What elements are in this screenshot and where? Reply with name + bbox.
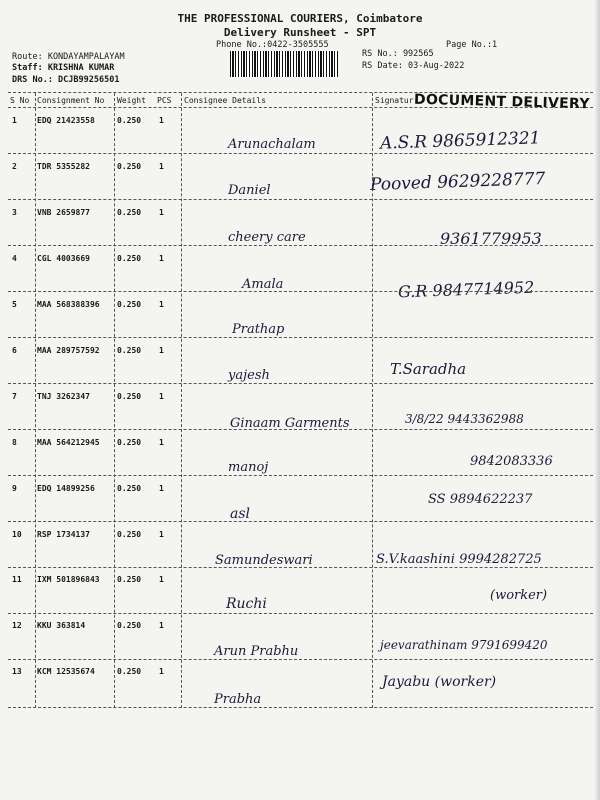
row-consignment: RSP 1734137: [37, 530, 90, 539]
consignee-name: Samundeswari: [215, 553, 313, 568]
row-divider: [8, 337, 598, 338]
consignee-name: Arun Prabhu: [214, 644, 299, 659]
column-header-sno: S No: [10, 96, 30, 105]
row-sno: 7: [12, 392, 17, 401]
row-divider: [8, 153, 598, 154]
row-consignment: KCM 12535674: [37, 667, 95, 676]
row-weight: 0.250: [117, 392, 142, 401]
signature-entry: 3/8/22 9443362988: [405, 412, 524, 426]
column-header-pcs: PCS: [157, 96, 172, 105]
consignee-name: Prabha: [214, 692, 262, 707]
row-weight: 0.250: [117, 346, 142, 355]
signature-entry: 9842083336: [470, 454, 553, 469]
row-pcs: 1: [159, 621, 164, 630]
row-pcs: 1: [159, 484, 164, 493]
row-divider: [8, 567, 598, 568]
rs-number: RS No.: 992565: [362, 49, 434, 59]
row-sno: 3: [12, 208, 17, 217]
row-weight: 0.250: [117, 438, 142, 447]
row-pcs: 1: [159, 346, 164, 355]
row-weight: 0.250: [117, 484, 142, 493]
row-divider: [8, 291, 598, 292]
row-consignment: TNJ 3262347: [37, 392, 90, 401]
row-divider: [8, 383, 598, 384]
row-pcs: 1: [159, 575, 164, 584]
row-weight: 0.250: [117, 208, 142, 217]
row-divider: [8, 613, 598, 614]
signature-entry: jeevarathinam 9791699420: [380, 638, 548, 652]
table-bottom-border: [8, 707, 598, 708]
column-header-consignment: Consignment No: [37, 96, 105, 105]
company-title: THE PROFESSIONAL COURIERS, Coimbatore: [177, 12, 423, 25]
row-divider: [8, 521, 598, 522]
consignee-name: Ruchi: [226, 596, 267, 612]
row-weight: 0.250: [117, 162, 142, 171]
row-consignment: EDQ 14899256: [37, 484, 95, 493]
row-sno: 13: [12, 667, 22, 676]
signature-entry: (worker): [490, 588, 548, 603]
consignee-name: yajesh: [228, 368, 270, 383]
signature-entry: T.Saradha: [390, 360, 467, 378]
row-sno: 2: [12, 162, 17, 171]
signature-entry: S.V.kaashini 9994282725: [376, 552, 542, 567]
row-consignment: MAA 564212945: [37, 438, 100, 447]
row-pcs: 1: [159, 300, 164, 309]
row-sno: 4: [12, 254, 17, 263]
row-consignment: IXM 501896843: [37, 575, 100, 584]
row-divider: [8, 429, 598, 430]
signature-entry: Pooved 9629228777: [369, 168, 546, 196]
row-sno: 1: [12, 116, 17, 125]
row-pcs: 1: [159, 208, 164, 217]
row-weight: 0.250: [117, 530, 142, 539]
table-top-border: [8, 92, 598, 93]
row-weight: 0.250: [117, 300, 142, 309]
consignee-name: Amala: [242, 277, 284, 292]
row-consignment: MAA 289757592: [37, 346, 100, 355]
row-weight: 0.250: [117, 116, 142, 125]
row-divider: [8, 475, 598, 476]
row-consignment: VNB 2659877: [37, 208, 90, 217]
column-divider: [114, 93, 115, 708]
row-consignment: KKU 363814: [37, 621, 86, 630]
row-pcs: 1: [159, 438, 164, 447]
row-weight: 0.250: [117, 621, 142, 630]
row-pcs: 1: [159, 116, 164, 125]
barcode: [230, 51, 338, 77]
row-consignment: TDR 5355282: [37, 162, 90, 171]
row-sno: 9: [12, 484, 17, 493]
consignee-name: Ginaam Garments: [230, 416, 350, 431]
signature-entry: A.S.R 9865912321: [379, 128, 541, 154]
drs-number: DRS No.: DCJB99256501: [12, 75, 120, 85]
consignee-name: Daniel: [228, 183, 271, 198]
route-label: Route: KONDAYAMPALAYAM: [12, 52, 125, 62]
runsheet-title: Delivery Runsheet - SPT: [223, 26, 377, 39]
consignee-name: cheery care: [228, 230, 306, 245]
row-consignment: CGL 4003669: [37, 254, 90, 263]
consignee-name: Prathap: [232, 322, 285, 337]
row-sno: 10: [12, 530, 22, 539]
column-header-consignee: Consignee Details: [184, 96, 266, 105]
row-sno: 6: [12, 346, 17, 355]
row-divider: [8, 245, 598, 246]
page-number: Page No.:1: [446, 40, 498, 50]
signature-entry: Jayabu (worker): [382, 674, 497, 690]
row-sno: 12: [12, 621, 22, 630]
column-header-weight: Weight: [117, 96, 146, 105]
consignee-name: Arunachalam: [228, 137, 316, 152]
staff-label: Staff: KRISHNA KUMAR: [12, 63, 115, 73]
row-weight: 0.250: [117, 254, 142, 263]
phone-number: Phone No.:0422-3505555: [216, 40, 329, 50]
row-weight: 0.250: [117, 575, 142, 584]
row-sno: 8: [12, 438, 17, 447]
column-divider: [181, 93, 182, 708]
page-edge-shadow: [594, 0, 600, 800]
row-pcs: 1: [159, 162, 164, 171]
row-sno: 11: [12, 575, 22, 584]
row-pcs: 1: [159, 254, 164, 263]
row-weight: 0.250: [117, 667, 142, 676]
row-divider: [8, 199, 598, 200]
document-delivery-stamp: DOCUMENT DELIVERY: [413, 91, 590, 113]
row-consignment: MAA 568388396: [37, 300, 100, 309]
signature-entry: G.R 9847714952: [397, 277, 535, 302]
row-pcs: 1: [159, 667, 164, 676]
consignee-name: asl: [230, 506, 251, 522]
row-sno: 5: [12, 300, 17, 309]
rs-date: RS Date: 03-Aug-2022: [362, 61, 465, 71]
signature-entry: 9361779953: [440, 229, 542, 248]
column-header-signature: Signatur: [375, 96, 414, 105]
row-consignment: EDQ 21423558: [37, 116, 95, 125]
row-divider: [8, 659, 598, 660]
consignee-name: manoj: [228, 460, 269, 475]
row-pcs: 1: [159, 530, 164, 539]
signature-entry: SS 9894622237: [428, 492, 533, 507]
row-pcs: 1: [159, 392, 164, 401]
column-divider: [35, 93, 36, 708]
